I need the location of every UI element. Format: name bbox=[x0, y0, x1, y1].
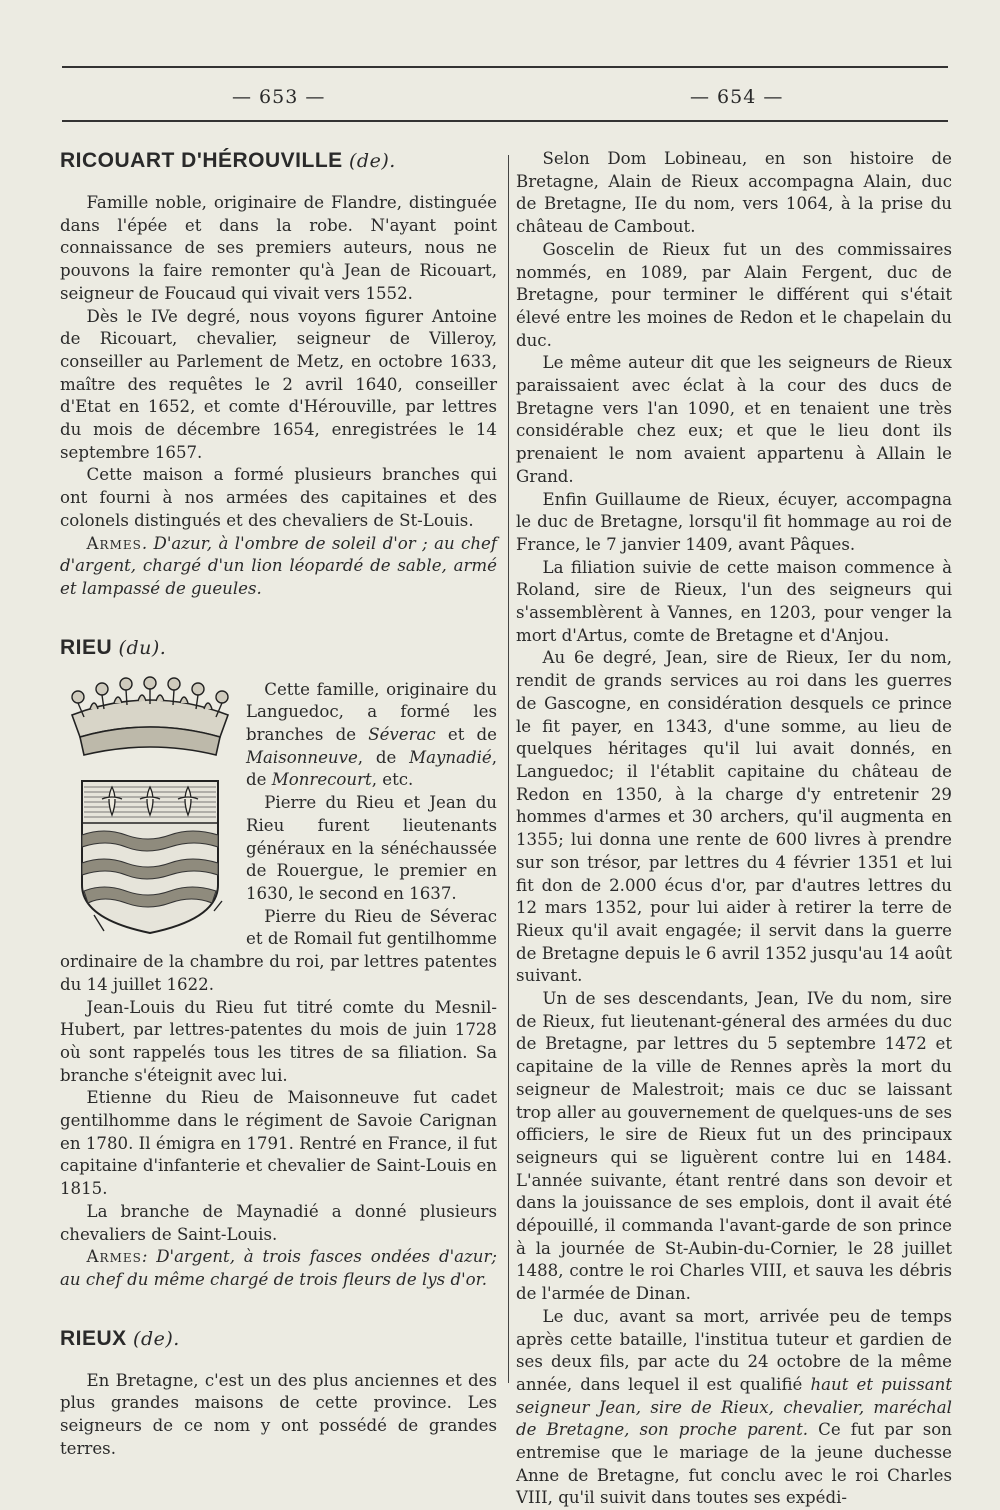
paragraph: En Bretagne, c'est un des plus anciennes et des plus grandes maisons de cette province. Les seigneurs de ce nom y ont possédé de grandes terres. bbox=[60, 1370, 497, 1458]
section-title-rieux bbox=[60, 1326, 497, 1352]
paragraph: Selon Dom Lobineau, en son histoire de Bretagne, Alain de Rieux accompagna Alain, duc de Bretagne, IIe du nom, vers 1064, à la prise du château de Cambout. bbox=[516, 149, 952, 237]
title-name: RIEU bbox=[60, 635, 113, 659]
text-run: Monrecourt bbox=[271, 770, 372, 790]
paragraph: La branche de Maynadié a donné plusieurs chevaliers de Saint-Louis. bbox=[60, 1201, 497, 1244]
armes-text: : D'argent, à trois fasces ondées d'azur; au chef du même chargé de trois fleurs de lys d'or. bbox=[60, 1247, 497, 1289]
column-divider bbox=[508, 155, 509, 1383]
paragraph: Le même auteur dit que les seigneurs de Rieux paraissaient avec éclat à la cour des ducs de Bretagne vers l'an 1090, et en tenaient une très considérable chez eux; et que le lieu dont ils prenaient le nom avaient appartenu à Allain le Grand. bbox=[516, 353, 952, 486]
section-title-rieu bbox=[60, 635, 497, 661]
paragraph: Enfin Guillaume de Rieux, écuyer, accompagna le duc de Bretagne, lorsqu'il fit hommage au roi de France, le 7 janvier 1409, avant Pâques. bbox=[516, 489, 952, 554]
coat-of-arms-image bbox=[64, 675, 236, 937]
paragraph: Jean-Louis du Rieu fut titré comte du Mesnil-Hubert, par lettres-patentes du mois de juin 1728 où sont rappelés tous les titres de sa filiation. Sa branche s'éteignit avec lui. bbox=[60, 997, 497, 1085]
rieu-block bbox=[60, 679, 497, 997]
left-column bbox=[60, 148, 497, 1460]
text-run: Cette famille, originaire du Languedoc, a formé les branches de bbox=[246, 679, 497, 745]
armes-text: . D'azur, à l'ombre de soleil d'or ; au chef d'argent, chargé d'un lion léopardé de sable, armé et lampassé de gueules. bbox=[60, 533, 497, 598]
text-run: Ce fut par son entremise que le mariage de la jeune duchesse Anne de Bretagne, fut conclu avec le roi Charles VIII, qu'il suivit dans toutes ses expédi- bbox=[516, 1420, 952, 1508]
text-run: Le duc, avant sa mort, arrivée peu de temps après cette bataille, l'institua tuteur et gardien de ses deux fils, par acte du 24 octobre de la même année, dans lequel il est qualifié bbox=[516, 1306, 952, 1394]
title-particle: (de). bbox=[349, 150, 396, 172]
top-rule bbox=[62, 66, 948, 68]
title-particle: (de). bbox=[133, 1327, 180, 1350]
text-run: Maynadié bbox=[409, 747, 492, 767]
paragraph: Etienne du Rieu de Maisonneuve fut cadet gentilhomme dans le régiment de Savoie Carignan en 1780. Il émigra en 1791. Rentré en France, il fut capitaine d'infanterie et chevalier de Saint-Louis en 1815. bbox=[60, 1088, 497, 1199]
paragraph: Cette maison a formé plusieurs branches qui ont fourni à nos armées des capitaines et des colonels distingués et des chevaliers de St-Louis. bbox=[60, 465, 497, 530]
paragraph: Pierre du Rieu de Séverac et de Romail fut gentilhomme ordinaire de la chambre du roi, par lettres patentes du 14 juillet 1622. bbox=[60, 906, 497, 994]
paragraph: Un de ses descendants, Jean, IVe du nom, sire de Rieux, fut lieutenant-géneral des armées du duc de Bretagne, par lettres du 5 septembre 1472 et capitaine de la ville de Rennes après la mort du seigneur de Malestroit; mais ce duc se laissant trop aller au gouvernement de quelques-uns de ses officiers, le sire de Rieux fut un des principaux seigneurs qui se liguèrent contre lui en 1484. L'année suivante, étant rentré dans son devoir et dans la jouissance de ses emplois, dont il avait été dépouillé, il commanda l'avant-garde de son prince à la journée de St-Aubin-du-Cornier, le 28 juillet 1488, contre le roi Charles VIII, et sauva les débris de l'armée de Dinan. bbox=[516, 989, 952, 1304]
paragraph: Pierre du Rieu et Jean du Rieu furent lieutenants généraux en la sénéchaussée de Rouergue, le premier en 1630, le second en 1637. bbox=[246, 793, 497, 903]
paragraph: Famille noble, originaire de Flandre, distinguée dans l'épée et dans la robe. N'ayant point connaissance de ses premiers auteurs, nous ne pouvons la faire remonter qu'à Jean de Ricouart, seigneur de Foucaud qui vivait vers 1552. bbox=[60, 193, 497, 303]
armes-label: Armes bbox=[86, 533, 142, 553]
text-run: , etc. bbox=[371, 770, 414, 790]
text-run: Maisonneuve bbox=[246, 747, 358, 767]
title-particle: (du). bbox=[118, 636, 167, 659]
title-name: RICOUART D'HÉROUVILLE bbox=[60, 149, 343, 172]
paragraph: Dès le IVe degré, nous voyons figurer Antoine de Ricouart, chevalier, seigneur de Villeroy, conseiller au Parlement de Metz, en octobre 1633, maître des requêtes le 2 avril 1640, conseiller d'Etat en 1652, et comte d'Hérouville, par lettres du mois de décembre 1654, enregistrées le 14 septembre 1657. bbox=[60, 306, 497, 462]
text-run: Séverac bbox=[368, 725, 436, 745]
text-run: haut et puissant seigneur Jean, sire de Rieux, chevalier, maréchal de Bretagne, son proche parent. bbox=[516, 1374, 952, 1440]
section-title-ricouart bbox=[60, 148, 497, 174]
header-rule bbox=[62, 120, 948, 122]
text-run: , de bbox=[246, 747, 497, 790]
text-run: , de bbox=[357, 747, 410, 767]
armes-paragraph bbox=[60, 533, 497, 601]
right-column bbox=[516, 148, 952, 1510]
paragraph: La filiation suivie de cette maison commence à Roland, sire de Rieux, l'un des seigneurs qui s'assemblèrent à Vannes, en 1203, pour venger la mort d'Artus, comte de Bretagne et d'Anjou. bbox=[516, 557, 952, 645]
armes-paragraph bbox=[60, 1246, 497, 1291]
text-run: et de bbox=[435, 725, 497, 745]
title-name: RIEUX bbox=[60, 1326, 127, 1350]
paragraph: Goscelin de Rieux fut un des commissaires nommés, en 1089, par Alain Fergent, duc de Bretagne, pour terminer le différent qui s'était élevé entre les moines de Redon et le chapelain du duc. bbox=[516, 239, 952, 350]
page-number-left: — 653 — bbox=[232, 86, 326, 108]
paragraph bbox=[516, 1306, 952, 1510]
armes-label: Armes bbox=[86, 1247, 142, 1267]
page-number-right: — 654 — bbox=[690, 86, 784, 108]
paragraph: Au 6e degré, Jean, sire de Rieux, Ier du nom, rendit de grands services au roi dans les guerres de Gascogne, en considération desquels ce prince le fit payer, en 1343, d'une somme, au lieu de quelques héritages qu'il lui avait donnés, en Languedoc; il l'établit capitaine du château de Redon en 1350, à la charge d'y entretenir 29 hommes d'armes et 30 archers, qu'il augmenta en 1355; lui donna une rente de 600 livres à prendre sur son trésor, par lettres du 4 février 1351 et lui fit don de 2.000 écus d'or, par d'autres lettres du 12 mars 1352, pour lui aider à retirer la terre de Rieux qu'il avait engagée; il servit dans la guerre de Bretagne depuis le 6 avril 1352 jusqu'au 14 août suivant. bbox=[516, 648, 953, 986]
